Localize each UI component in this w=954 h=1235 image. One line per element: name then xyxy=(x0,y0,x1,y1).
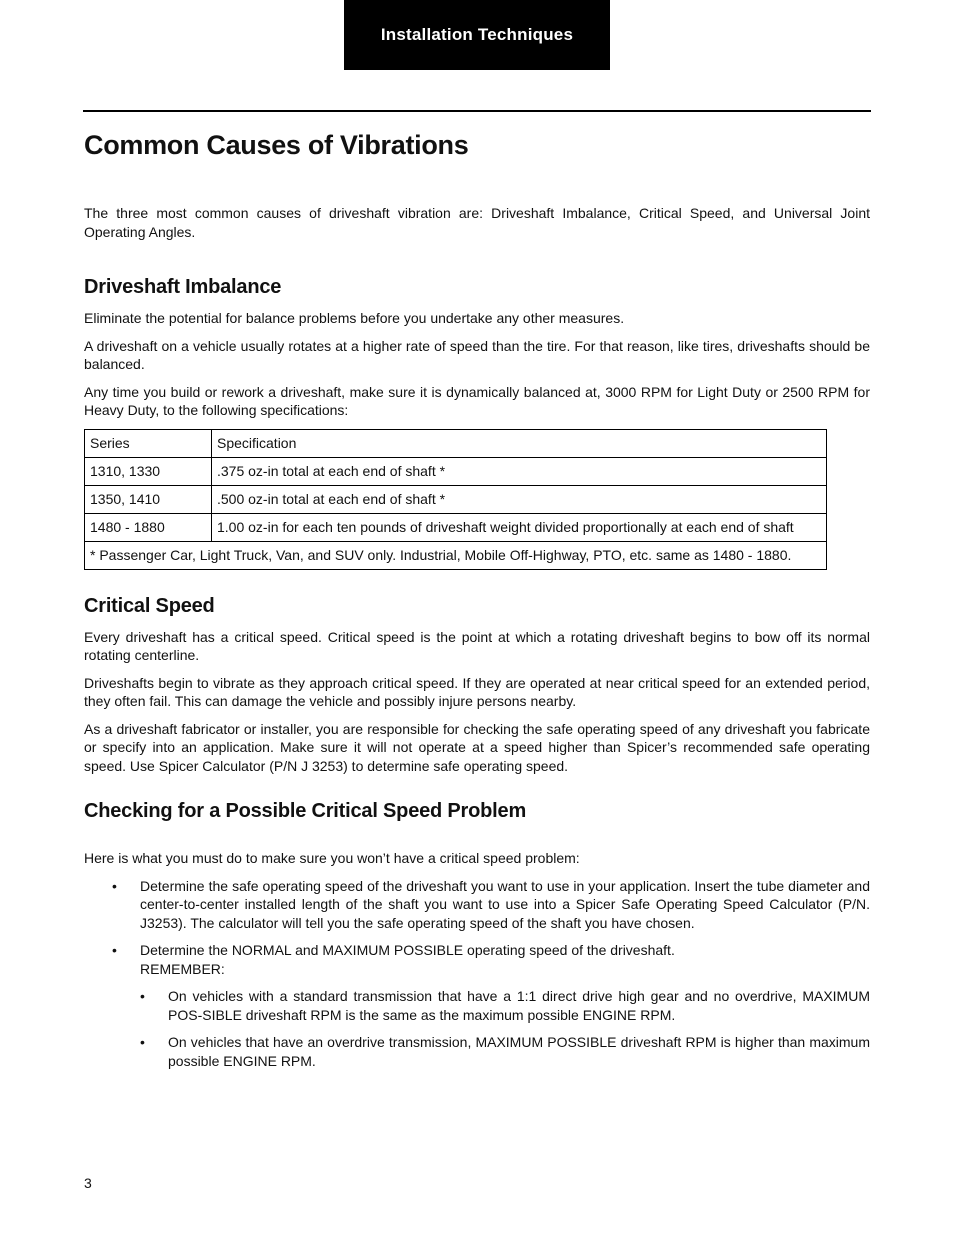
section-tab-label: Installation Techniques xyxy=(380,25,574,44)
checking-bullet-list xyxy=(84,877,870,1071)
column-header-series: Series xyxy=(85,429,212,457)
critical-speed-heading: Critical Speed xyxy=(84,594,215,617)
page-title: Common Causes of Vibrations xyxy=(84,130,469,160)
page-content xyxy=(84,204,870,1079)
table-row xyxy=(85,457,827,485)
column-header-specification: Specification xyxy=(212,429,827,457)
critical-speed-paragraph: Every driveshaft has a critical speed. Critical speed is the point at which a rotating driveshaft begins to bow off its normal rotating centerline. xyxy=(84,628,870,663)
checking-heading: Checking for a Possible Critical Speed Problem xyxy=(84,800,527,822)
sub-list-item xyxy=(140,1033,870,1070)
critical-speed-paragraph: Driveshafts begin to vibrate as they approach critical speed. If they are operated at near critical speed for an extended period, they often fail. This can damage the vehicle and possibly injure persons nearby. xyxy=(84,674,870,709)
table-row xyxy=(85,485,827,513)
table-footnote-row xyxy=(85,541,827,569)
critical-speed-paragraph: As a driveshaft fabricator or installer, you are responsible for checking the safe operating speed of any driveshaft you fabricate or specify into an application. Make sure it will not operate at a speed higher than Spicer’s recommended safe operating speed. Use Spicer Calculator (P/N J 3253) to determine safe operating speed. xyxy=(84,720,870,774)
imbalance-paragraph: Eliminate the potential for balance problems before you undertake any other measures. xyxy=(84,310,625,326)
page-number: 3 xyxy=(84,1175,92,1191)
sub-bullet-list xyxy=(140,987,870,1070)
list-item-text: Determine the safe operating speed of the driveshaft you want to use in your application. Insert the tube diameter and center-to-center installed length of the shaft you want to use into a Spicer Safe Operating Speed Calculator (P/N. J3253). The calculator will tell you the safe operating speed of the shaft you have chosen. xyxy=(140,877,870,931)
balance-spec-table xyxy=(84,429,827,570)
list-item-text: Determine the NORMAL and MAXIMUM POSSIBLE operating speed of the driveshaft. xyxy=(140,942,675,958)
remember-label: REMEMBER: xyxy=(140,960,225,977)
table-header-row xyxy=(85,429,827,457)
table-footnote: * Passenger Car, Light Truck, Van, and SUV only. Industrial, Mobile Off-Highway, PTO, etc. same as 1480 - 1880. xyxy=(85,541,827,569)
list-item xyxy=(84,877,870,933)
table-cell-series: 1350, 1410 xyxy=(85,485,212,513)
table-cell-specification: 1.00 oz-in for each ten pounds of driveshaft weight divided proportionally at each end of shaft xyxy=(212,513,827,541)
checking-intro: Here is what you must do to make sure you won’t have a critical speed problem: xyxy=(84,850,580,866)
header-rule xyxy=(83,110,871,112)
table-cell-series: 1310, 1330 xyxy=(85,457,212,485)
table-cell-specification: .375 oz-in total at each end of shaft * xyxy=(212,457,827,485)
list-item xyxy=(84,941,870,1070)
table-cell-specification: .500 oz-in total at each end of shaft * xyxy=(212,485,827,513)
sub-list-item-text: On vehicles that have an overdrive transmission, MAXIMUM POSSIBLE driveshaft RPM is higher than maximum possible ENGINE RPM. xyxy=(168,1034,870,1069)
imbalance-paragraph: Any time you build or rework a driveshaft, make sure it is dynamically balanced at, 3000 RPM for Light Duty or 2500 RPM for Heavy Duty, to the following specifications: xyxy=(84,383,870,418)
table-cell-series: 1480 - 1880 xyxy=(85,513,212,541)
sub-list-item-text: On vehicles with a standard transmission that have a 1:1 direct drive high gear and no overdrive, MAXIMUM POS-SIBLE driveshaft RPM is the same as the maximum possible ENGINE RPM. xyxy=(168,988,870,1023)
intro-paragraph: The three most common causes of driveshaft vibration are: Driveshaft Imbalance, Critical Speed, and Universal Joint Operating Angles. xyxy=(84,205,870,240)
table-row xyxy=(85,513,827,541)
imbalance-heading: Driveshaft Imbalance xyxy=(84,276,282,298)
section-tab xyxy=(344,0,610,70)
imbalance-paragraph: A driveshaft on a vehicle usually rotates at a higher rate of speed than the tire. For that reason, like tires, driveshafts should be balanced. xyxy=(84,337,870,372)
sub-list-item xyxy=(140,987,870,1024)
